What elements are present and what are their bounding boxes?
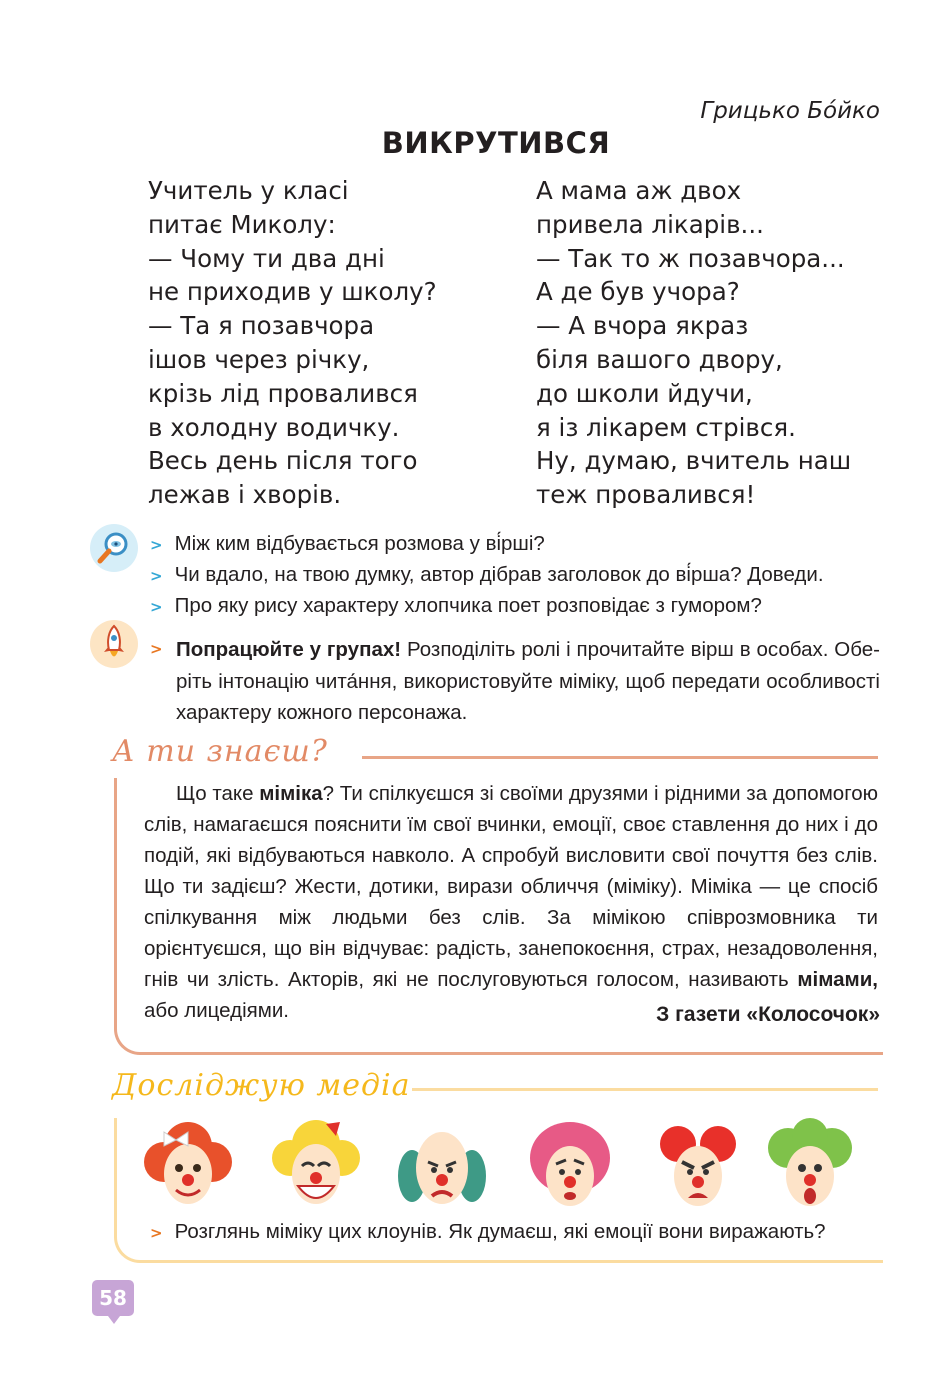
poem-line: Учитель у класі [148,176,349,205]
poem-column-left [148,174,437,512]
poem-author: Грицько Бо́йко [700,98,880,124]
question-text: Між ким відбувається розмова у ві́рші? [174,532,545,555]
media-question [150,1220,826,1244]
poem-line: Ну, думаю, вчитель наш [536,446,852,476]
poem-line: біля вашого двору, [536,344,783,374]
text-run: Що таке [176,782,260,805]
poem-line: лежав і хворів. [148,480,342,510]
poem-line: в холодну водичку. [148,412,400,442]
divider [362,756,878,759]
poem-line: — Чому ти два дні [148,243,385,273]
arrow-icon: > [150,567,163,585]
text-run: або лицедіями. [144,999,289,1022]
poem-line: питає Миколу: [148,209,336,239]
poem-line: А мама аж двох [536,176,742,205]
poem-line: не приходив у школу? [148,277,437,307]
poem-line: теж провалився! [536,480,756,510]
term-mimy: мімами, [797,968,878,991]
did-you-know-heading: А ти знаєш? [112,734,328,769]
media-heading: Досліджую медіа [112,1068,411,1103]
task-bold: Попрацюйте у групах! [176,638,402,661]
poem-line: ішов через річку, [148,344,370,374]
clown-surprised-image [764,1118,856,1214]
arrow-icon: > [150,536,163,554]
question-text: Розглянь міміку цих клоунів. Як думаєш, які емоції вони виражають? [174,1220,826,1243]
arrow-icon: > [150,598,163,616]
did-you-know-text [144,778,878,1026]
clown-laughing-image [270,1118,362,1214]
poem-line: — Та я позавчора [148,311,375,341]
question-item [150,563,824,587]
question-item [150,532,545,556]
text-source: З газети «Колосочок» [656,1003,880,1026]
page-number: 58 [92,1280,134,1316]
question-text: Чи вдало, на твою думку, автор дібрав заголовок до ві́рша? Доведи. [174,563,824,586]
term-mimika: міміка [259,782,323,805]
divider [412,1088,878,1091]
clown-worried-image [524,1118,616,1214]
poem-line: — Так то ж позавчора... [536,243,845,273]
poem-line: я із лікарем стрівся. [536,412,796,442]
poem-line: крізь лід провалився [148,378,418,408]
poem-line: — А вчора якраз [536,311,749,341]
poem-column-right [536,174,851,512]
clown-angry-image [652,1118,744,1214]
poem-line: Весь день після того [148,446,418,476]
question-text: Про яку рису характеру хлопчика поет розповідає з гумором? [174,594,762,617]
task-text: Розподіліть ролі і прочитайте вірш в особах. Оберіть інтонацію чита́ння, використовуйте міміку, щоб передати особливості характеру кожного персонажа. [176,638,880,724]
question-item [150,594,762,618]
poem-line: привела лікарів... [536,209,764,239]
poem-title: ВИКРУТИВСЯ [381,126,611,160]
arrow-icon: > [150,640,163,658]
poem-line: до школи йдучи, [536,378,753,408]
rocket-icon [90,620,138,668]
poem-line: А де був учора? [536,277,740,307]
page-number-tail [108,1316,120,1324]
clown-sad-image [396,1118,488,1214]
magnifier-icon [90,524,138,572]
group-task [150,634,880,729]
text-run: ? Ти спілкуєшся зі своїми друзями і рідними за допомогою слів, намагаєшся пояснити їм свої вчинки, емоції, своє ставлення до них і до подій, які відбуваються навколо. А спробуй висловити свої почуття без слів. Що ти задієш? Жести, дотики, вирази обличчя (міміку). Міміка — це спосіб спілкування між людьми без слів. За мімікою співрозмовника ти орієнтуєшся, що він відчуває: радість, занепокоєння, страх, незадоволення, гнів чи злість. Акторів, які не послуговуються голосом, називають [144,782,879,991]
clown-happy-image [142,1118,234,1214]
arrow-icon: > [150,1224,163,1242]
